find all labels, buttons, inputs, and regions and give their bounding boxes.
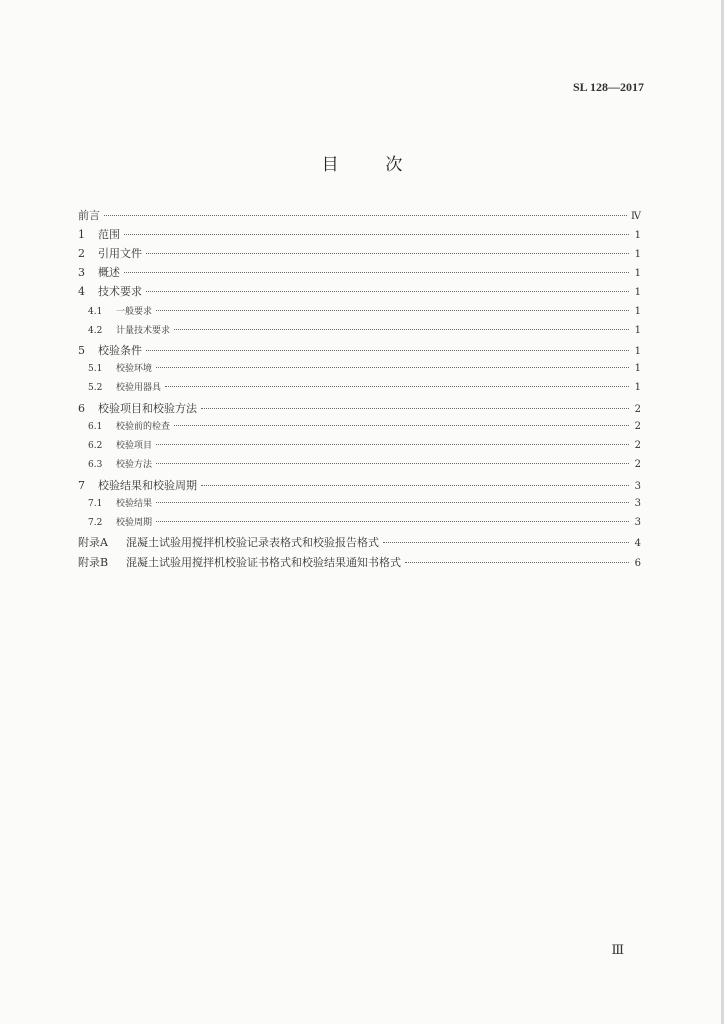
toc-entry[interactable] (78, 554, 641, 570)
toc-entry-title: 混凝土试验用搅拌机校验证书格式和校验结果通知书格式 (126, 556, 401, 569)
toc-entry-title: 校验前的检查 (116, 422, 171, 432)
toc-entry-number: 6 (78, 402, 85, 415)
toc-dot-leader (156, 502, 629, 503)
toc-entry-page: 1 (634, 363, 641, 374)
toc-dot-leader (201, 485, 629, 486)
toc-entry-number: 附录A (78, 536, 108, 549)
toc-entry[interactable] (78, 496, 641, 509)
toc-entry-number: 4 (78, 285, 85, 298)
toc-entry-number: 1 (78, 228, 85, 241)
toc-entry-title: 引用文件 (98, 247, 142, 260)
toc-entry-title: 校验项目 (116, 441, 153, 451)
toc-entry-title: 校验结果和校验周期 (98, 479, 197, 492)
toc-entry[interactable] (78, 438, 641, 451)
toc-dot-leader (104, 215, 627, 216)
toc-dot-leader (146, 253, 629, 254)
title-char-2: 次 (385, 155, 403, 175)
toc-dot-leader (165, 386, 629, 387)
toc-entry-number: 4.2 (88, 326, 103, 336)
toc-entry-number: 6.1 (88, 422, 103, 432)
toc-dot-leader (146, 291, 629, 292)
toc-dot-leader (156, 521, 629, 522)
toc-entry-page: 4 (634, 538, 641, 549)
toc-entry[interactable] (78, 304, 641, 317)
toc-entry-number: 3 (78, 266, 85, 279)
toc-dot-leader (146, 350, 629, 351)
toc-entry-title: 校验环境 (116, 364, 153, 374)
toc-entry-page: 1 (634, 287, 641, 298)
toc-entry-number: 2 (78, 247, 85, 260)
toc-entry-page: 2 (634, 440, 641, 451)
toc-entry-title: 前言 (78, 209, 100, 222)
toc-entry-page: 3 (634, 517, 641, 528)
toc-entry-number: 4.1 (88, 307, 103, 317)
toc-entry[interactable] (78, 283, 641, 299)
toc-dot-leader (156, 310, 629, 311)
toc-entry-title: 一般要求 (116, 307, 153, 317)
toc-entry[interactable] (78, 323, 641, 336)
toc-entry-page: 3 (634, 481, 641, 492)
toc-dot-leader (174, 329, 629, 330)
toc-entry[interactable] (78, 207, 641, 223)
toc-entry-title: 范围 (98, 228, 120, 241)
toc-entry-number: 7.2 (88, 518, 103, 528)
toc-entry-page: 1 (634, 268, 641, 279)
toc-entry-page: 2 (634, 421, 641, 432)
toc-dot-leader (156, 463, 629, 464)
toc-entry-title: 技术要求 (98, 285, 142, 298)
toc-dot-leader (156, 444, 629, 445)
toc-entry-title: 校验条件 (98, 344, 142, 357)
toc-entry-title: 校验结果 (116, 499, 153, 509)
toc-entry-page: 2 (634, 459, 641, 470)
toc-entry[interactable] (78, 361, 641, 374)
standard-code: SL 128—2017 (572, 80, 644, 94)
toc-entry[interactable] (78, 457, 641, 470)
page-number: Ⅲ (611, 942, 624, 957)
toc-dot-leader (405, 562, 629, 563)
toc-entry-page: 1 (634, 325, 641, 336)
toc-entry-page: 1 (634, 249, 641, 260)
toc-entry[interactable] (78, 419, 641, 432)
toc-dot-leader (174, 425, 629, 426)
toc-entry-page: 3 (634, 498, 641, 509)
toc-entry-page: 1 (634, 230, 641, 241)
toc-entry-number: 附录B (78, 556, 109, 569)
toc-entry-page: 2 (634, 404, 641, 415)
toc-entry[interactable] (78, 226, 641, 242)
toc-entry-page: Ⅳ (631, 211, 641, 222)
toc-entry[interactable] (78, 245, 641, 261)
toc-entry-title: 混凝土试验用搅拌机校验记录表格式和校验报告格式 (126, 536, 379, 549)
title-char-1: 目 (321, 155, 339, 175)
toc-entry[interactable] (78, 515, 641, 528)
toc-entry-title: 校验周期 (116, 518, 153, 528)
toc-entry[interactable] (78, 342, 641, 358)
toc-dot-leader (124, 234, 629, 235)
page-title (0, 150, 724, 175)
toc-entry[interactable] (78, 380, 641, 393)
toc-entry-title: 校验项目和校验方法 (98, 402, 197, 415)
toc-entry-number: 5.2 (88, 383, 103, 393)
toc-entry-number: 7.1 (88, 499, 103, 509)
toc-entry-title: 概述 (98, 266, 120, 279)
toc-entry-number: 7 (78, 479, 85, 492)
toc-entry-title: 校验方法 (116, 460, 153, 470)
toc-entry-number: 5.1 (88, 364, 103, 374)
toc-entry-page: 1 (634, 382, 641, 393)
toc-entry-page: 1 (634, 346, 641, 357)
toc-dot-leader (124, 272, 629, 273)
toc-entry-number: 5 (78, 344, 85, 357)
toc-entry-page: 6 (634, 558, 641, 569)
toc-entry[interactable] (78, 264, 641, 280)
toc-entry[interactable] (78, 400, 641, 416)
toc-entry-title: 计量技术要求 (116, 326, 171, 336)
toc-entry[interactable] (78, 477, 641, 493)
toc-entry-page: 1 (634, 306, 641, 317)
toc-dot-leader (201, 408, 629, 409)
toc-dot-leader (156, 367, 629, 368)
toc-dot-leader (383, 542, 629, 543)
toc-entry[interactable] (78, 534, 641, 550)
toc-entry-number: 6.3 (88, 460, 103, 470)
toc-entry-title: 校验用器具 (116, 383, 162, 393)
toc-entry-number: 6.2 (88, 441, 103, 451)
